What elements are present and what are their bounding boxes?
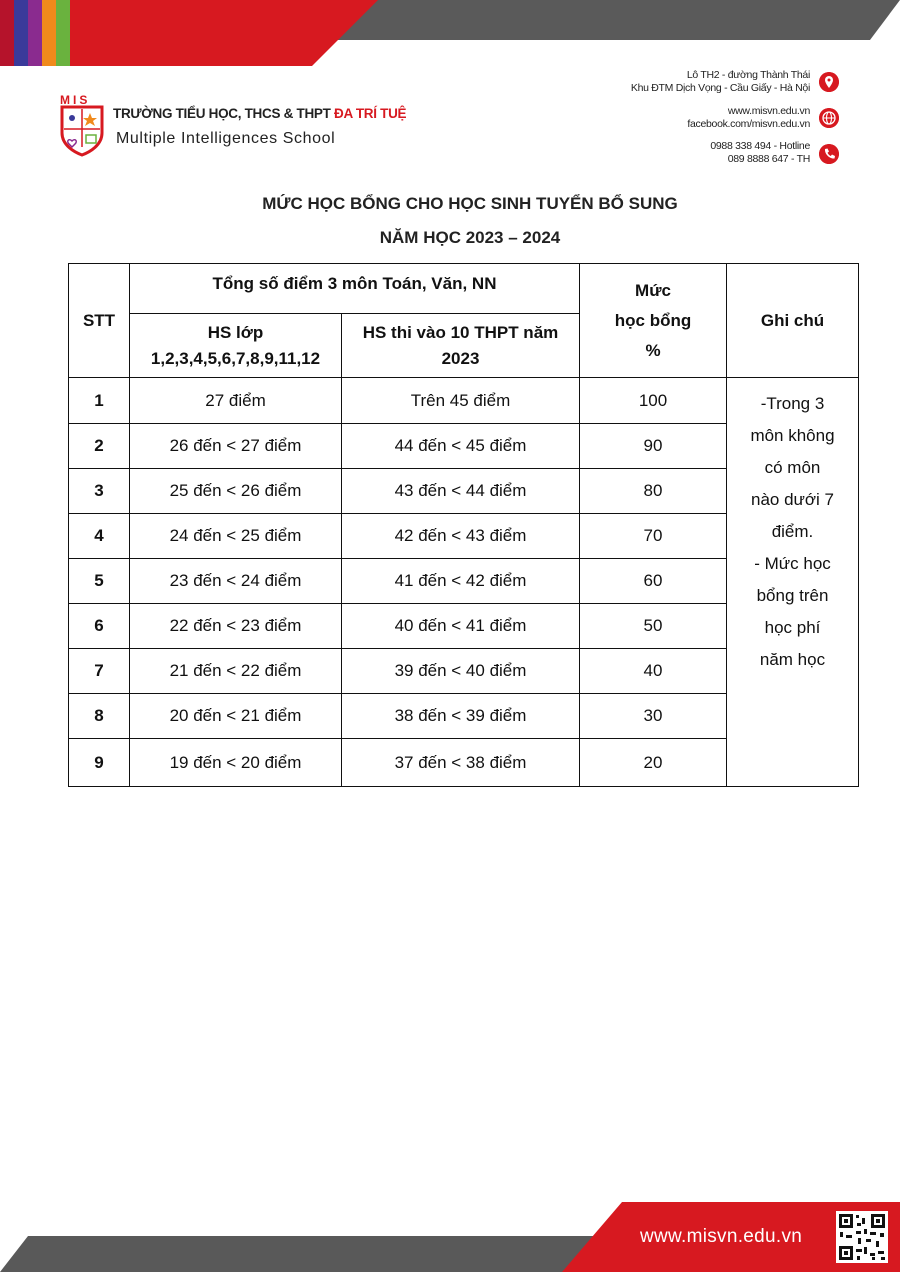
note-line: môn không: [750, 426, 835, 445]
cell-stt: 4: [69, 514, 130, 559]
cell-grades: 26 đến < 27 điểm: [130, 424, 342, 469]
cell-stt: 3: [69, 469, 130, 514]
cell-stt: 2: [69, 424, 130, 469]
cell-grade10: 40 đến < 41 điểm: [342, 604, 580, 649]
cell-stt: 1: [69, 378, 130, 424]
phone-icon: [819, 144, 839, 164]
header-scholarship-rate: Mức học bổng %: [580, 264, 727, 378]
note-line: năm học: [759, 650, 826, 669]
school-name-vn: TRƯỜNG TIỂU HỌC, THCS & THPT ĐA TRÍ TUỆ: [113, 106, 407, 121]
cell-grade10: 39 đến < 40 điểm: [342, 649, 580, 694]
cell-rate: 70: [580, 514, 727, 559]
cell-rate: 40: [580, 649, 727, 694]
cell-note: [727, 378, 859, 787]
note-line: nào dưới 7: [750, 490, 835, 509]
header-stt: STT: [69, 264, 130, 378]
footer-website-link[interactable]: www.misvn.edu.vn: [640, 1226, 803, 1247]
location-pin-icon: [819, 72, 839, 92]
cell-rate: 30: [580, 694, 727, 739]
cell-grade10: 42 đến < 43 điểm: [342, 514, 580, 559]
cell-rate: 90: [580, 424, 727, 469]
cell-grade10: 41 đến < 42 điểm: [342, 559, 580, 604]
cell-grade10: 38 đến < 39 điểm: [342, 694, 580, 739]
note-line: - Mức học: [754, 554, 831, 573]
cell-rate: 80: [580, 469, 727, 514]
note-line: điểm.: [771, 522, 814, 541]
cell-stt: 6: [69, 604, 130, 649]
cell-grade10: 43 đến < 44 điểm: [342, 469, 580, 514]
header-grades: HS lớp 1,2,3,4,5,6,7,8,9,11,12: [130, 314, 342, 378]
note-line: có môn: [764, 458, 821, 477]
cell-rate: 100: [580, 378, 727, 424]
cell-grade10: 44 đến < 45 điểm: [342, 424, 580, 469]
cell-grades: 25 đến < 26 điểm: [130, 469, 342, 514]
cell-grade10: Trên 45 điểm: [342, 378, 580, 424]
logo-text: MIS: [60, 93, 91, 107]
cell-grades: 27 điểm: [130, 378, 342, 424]
cell-grades: 23 đến < 24 điểm: [130, 559, 342, 604]
cell-stt: 9: [69, 739, 130, 787]
globe-icon: [819, 108, 839, 128]
note-line: bổng trên: [756, 586, 829, 605]
cell-grades: 21 đến < 22 điểm: [130, 649, 342, 694]
page-title-line1: MỨC HỌC BỔNG CHO HỌC SINH TUYỂN BỔ SUNG: [262, 194, 678, 213]
address: Lô TH2 - đường Thành Thái Khu ĐTM Dịch Vọng - Cầu Giấy - Hà Nội: [630, 69, 810, 94]
cell-stt: 7: [69, 649, 130, 694]
website-link[interactable]: www.misvn.edu.vn: [727, 105, 810, 117]
note-line: -Trong 3: [760, 394, 825, 413]
table-row: [69, 378, 859, 424]
scholarship-table: [68, 263, 859, 787]
qr-code-icon[interactable]: [836, 1211, 888, 1263]
cell-grade10: 37 đến < 38 điểm: [342, 739, 580, 787]
cell-grades: 22 đến < 23 điểm: [130, 604, 342, 649]
phone-contact: 0988 338 494 - Hotline 089 8888 647 - TH: [710, 140, 810, 165]
facebook-link[interactable]: facebook.com/misvn.edu.vn: [687, 118, 810, 130]
note-line: học phí: [764, 618, 821, 637]
header-total-score: Tổng số điểm 3 môn Toán, Văn, NN: [130, 264, 580, 314]
cell-stt: 8: [69, 694, 130, 739]
header-color-stripes: [0, 0, 74, 66]
cell-grades: 24 đến < 25 điểm: [130, 514, 342, 559]
cell-stt: 5: [69, 559, 130, 604]
header-note: Ghi chú: [727, 264, 859, 378]
cell-grades: 19 đến < 20 điểm: [130, 739, 342, 787]
school-name-en: Multiple Intelligences School: [116, 130, 336, 147]
cell-rate: 50: [580, 604, 727, 649]
cell-grades: 20 đến < 21 điểm: [130, 694, 342, 739]
cell-rate: 20: [580, 739, 727, 787]
web-contact: [687, 105, 810, 131]
page-title-line2: NĂM HỌC 2023 – 2024: [379, 228, 561, 247]
school-shield-icon: [60, 105, 104, 157]
cell-rate: 60: [580, 559, 727, 604]
header-grade10: HS thi vào 10 THPT năm 2023: [342, 314, 580, 378]
